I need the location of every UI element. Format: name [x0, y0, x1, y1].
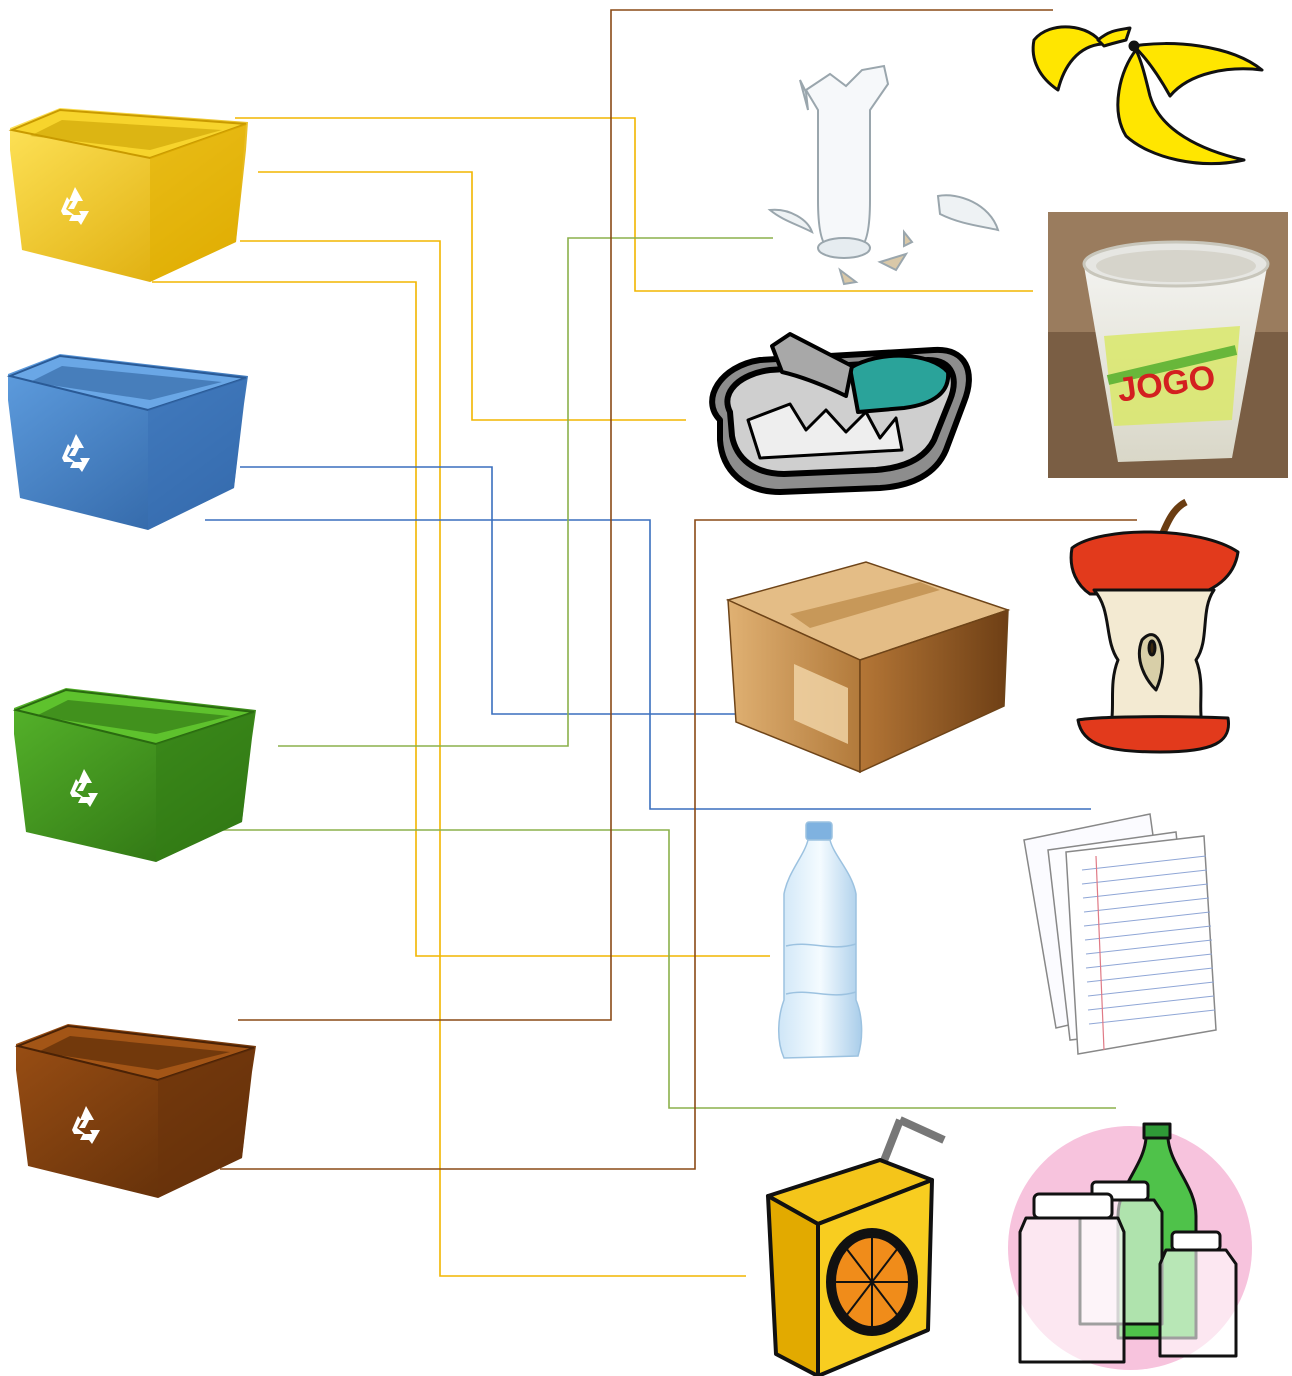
- juice-box-image[interactable]: [768, 1120, 944, 1376]
- connector-yellow-3: [240, 241, 746, 1276]
- cardboard-box-image[interactable]: [728, 562, 1008, 772]
- bin-green[interactable]: [14, 688, 256, 862]
- plastic-bottle-image[interactable]: [779, 822, 862, 1058]
- glass-jars-image[interactable]: [1008, 1124, 1252, 1370]
- paper-sheets-image[interactable]: [1024, 814, 1216, 1054]
- connector-brown-1: [238, 10, 1053, 1020]
- connector-yellow-1: [235, 118, 1033, 291]
- broken-glass-image[interactable]: [770, 66, 998, 284]
- bin-brown[interactable]: [16, 1024, 256, 1198]
- yogurt-cup-image[interactable]: [1048, 212, 1288, 478]
- apple-core-image[interactable]: [1071, 502, 1238, 752]
- bin-blue[interactable]: [8, 354, 248, 530]
- connector-green-2: [222, 830, 1116, 1108]
- sardine-can-image[interactable]: [712, 334, 969, 492]
- connector-yellow-2: [258, 172, 686, 420]
- connector-green-1: [278, 238, 773, 746]
- bin-yellow[interactable]: [10, 108, 248, 282]
- connector-blue-1: [240, 467, 746, 714]
- banana-peel-image[interactable]: [1033, 27, 1262, 164]
- yogurt-cup-label: JOGO: [1115, 358, 1218, 410]
